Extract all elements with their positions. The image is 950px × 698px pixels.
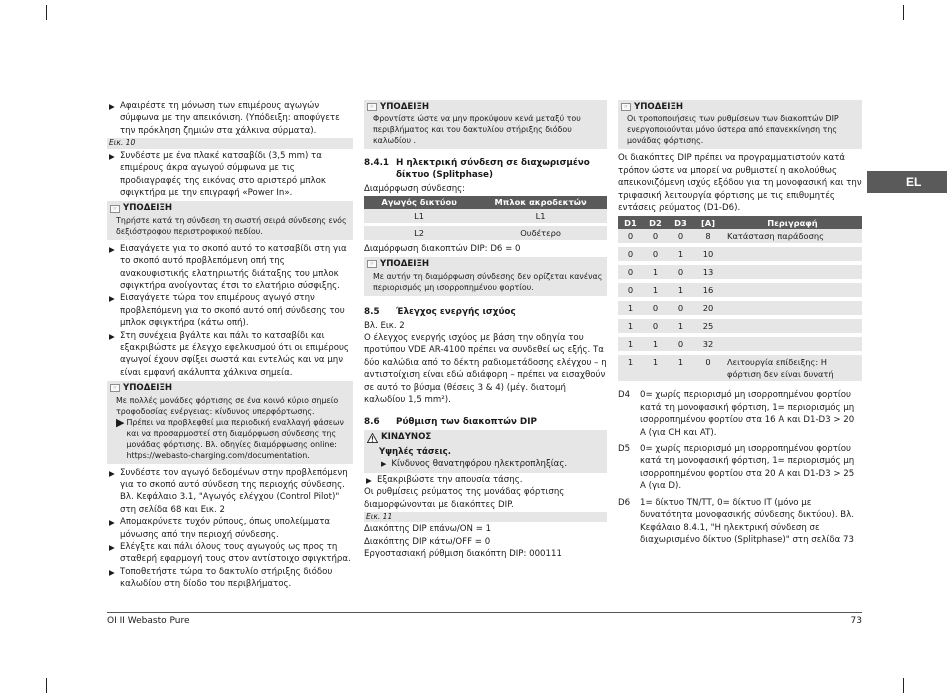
bullet-item: ▶ Απομακρύνετε τυχόν ρύπους, όπως υπολείμματα μόνωσης από την περιοχή σύνδεσης. xyxy=(109,517,331,540)
table-row: 1 0 0 20 xyxy=(618,299,862,317)
arrow-right-icon: ▶ xyxy=(116,415,125,429)
danger-subtitle: Υψηλές τάσεις. xyxy=(379,446,452,457)
table-row: L1 L1 xyxy=(364,209,607,225)
bullet-triangle-icon: ▶ xyxy=(109,543,115,553)
note-body: Με πολλές μονάδες φόρτισης σε ένα κοινό κύριο σημείο τροφοδοσίας ενέργειας: κίνδυνος υπερφόρτωσης. xyxy=(116,395,339,416)
bullet-item: ▶ Εισαγάγετε τώρα τον επιμέρους αγωγό στην προβλεπόμενη για το σκοπό αυτό οπή σύνδεσης του μπλοκ σφιγκτήρα (κάτω οπή). xyxy=(109,293,345,329)
bullet-item: ▶ Συνδέστε με ένα πλακέ κατσαβίδι (3,5 mm) τα επιμέρους άκρα αγωγού σύμφωνα με τις προδιαγραφές της εικόνας στο αριστερό μπλοκ σφιγκτήρα με την επιγραφή «Power In». xyxy=(109,150,326,198)
crop-mark-bottom-left xyxy=(46,678,47,693)
figure-reference: Εικ. 11 xyxy=(364,512,607,523)
list-item: D5 0= χωρίς περιορισμό μη ισορροπημένου φορτίου κατά τη μονοφασική φόρτιση, 1= περιορισμός μη ισορροπημένου φορτίου στα 20 A και D1-D3 > 25 A (για D). xyxy=(618,444,855,492)
section-heading: 8.5 Έλεγχος ενεργής ισχύος xyxy=(364,306,516,317)
bullet-triangle-icon: ▶ xyxy=(109,518,115,528)
note-icon: ☞ xyxy=(621,103,631,111)
note-icon: ☞ xyxy=(367,103,377,111)
column-middle xyxy=(364,100,607,561)
dip-switch-table xyxy=(618,216,862,385)
bullet-triangle-icon: ▶ xyxy=(109,102,115,111)
figure-reference: Εικ. 10 xyxy=(107,138,353,149)
arrow-right-icon: ▶ xyxy=(381,460,387,469)
list-item: D4 0= χωρίς περιορισμό μη ισορροπημένου φορτίου κατά τη μονοφασική φόρτιση, 1= περιορισμός μη ισορροπημένου φορτίου στα 16 A και D1-D3 > 20 A (για CH και AT). xyxy=(618,390,855,438)
footer-title: OI II Webasto Pure xyxy=(107,616,190,626)
bullet-triangle-icon: ▶ xyxy=(109,294,115,304)
paragraph: Διακόπτης DIP επάνω/ON = 1 xyxy=(364,524,492,535)
table-header: [A] xyxy=(693,216,723,229)
bullet-item: ▶ Αφαιρέστε τη μόνωση των επιμέρους αγωγών σύμφωνα με την απεικόνιση. (Υπόδειξη: αποφύγετε την πρόκληση ζημιών στα χάλκινα σύρματα). xyxy=(109,101,340,136)
section-heading: 8.6 Ρύθμιση των διακοπτών DIP xyxy=(364,417,537,428)
column-right xyxy=(618,100,862,546)
note-box: ☞ ΥΠΟΔΕΙΞΗ Τηρήστε κατά τη σύνδεση τη σωστή σειρά σύνδεσης ενός δεξιόστροφου περιστροφικού πεδίου. xyxy=(107,201,353,239)
paragraph: Εργοστασιακή ρύθμιση διακόπτη DIP: 000111 xyxy=(364,549,562,560)
paragraph: Διαμόρφωση σύνδεσης: xyxy=(364,184,466,195)
bullet-item: ▶ Εξακριβώστε την απουσία τάσης. xyxy=(364,474,607,486)
list-item: D6 1= δίκτυο TN/TT, 0= δίκτυο IT (μόνο με δυνατότητα μονοφασικής σύνδεσης δικτύου). Βλ. Κεφάλαιο 8.4.1, "Η ηλεκτρική σύνδεση σε διαχωρισμένο δίκτυο (Splitphase)" στη σελίδα 73 xyxy=(618,497,855,545)
note-body: Με αυτήν τη διαμόρφωση σύνδεσης δεν ορίζεται κανένας περιορισμός μη ισορροπημένου φορτίου. xyxy=(373,271,603,292)
crop-mark-top-right xyxy=(903,5,904,20)
paragraph: Διαμόρφωση διακοπτών DIP: D6 = 0 xyxy=(364,243,521,254)
bullet-triangle-icon: ▶ xyxy=(109,331,115,341)
note-box: ☞ ΥΠΟΔΕΙΞΗ Οι τροποποιήσεις των ρυθμίσεων των διακοπτών DIP ενεργοποιούνται μόνο ύστερα από επανεκκίνηση της μονάδας φόρτισης. xyxy=(618,100,862,149)
note-icon: ☞ xyxy=(367,260,377,268)
bullet-item: ▶ Στη συνέχεια βγάλτε και πάλι το κατσαβίδι και εξακριβώστε με έλεγχο εφελκυσμού ότι οι επιμέρους αγωγοί έχουν σφίξει σωστά και εντελώς και να μην είναι εμφανή ακάλυπτα χάλκινα σημεία. xyxy=(109,330,349,378)
bullet-item: ▶ Τοποθετήστε τώρα το δακτυλίο στήριξης διόδου καλωδίου στη δίοδο του περιβλήματος. xyxy=(109,566,333,590)
table-header: D2 xyxy=(643,216,668,229)
table-header: D1 xyxy=(618,216,643,229)
table-row: 0 0 0 8 Κατάσταση παράδοσης xyxy=(618,229,862,245)
table-row: 1 0 1 25 xyxy=(618,317,862,335)
table-row: 0 0 1 10 xyxy=(618,245,862,263)
bullet-triangle-icon: ▶ xyxy=(109,151,115,161)
table-row: 1 1 0 32 xyxy=(618,335,862,353)
note-box: ☞ ΥΠΟΔΕΙΞΗ Με αυτήν τη διαμόρφωση σύνδεσης δεν ορίζεται κανένας περιορισμός μη ισορροπημένου φορτίου. xyxy=(364,257,607,295)
bullet-item: ▶ Εισαγάγετε για το σκοπό αυτό το κατσαβίδι στη για το σκοπό αυτό προβλεπόμενη οπή της ανακουφιστικής ελατηριωτής διάταξης του μπλοκ σφιγκτήρα ανοίγοντας έτσι το ελατήριο σύσφιξης. xyxy=(109,243,347,291)
table-row: 0 1 1 16 xyxy=(618,281,862,299)
bullet-item: ▶ Συνδέστε τον αγωγό δεδομένων στην προβλεπόμενη για το σκοπό αυτό σύνδεση της περιοχής σύνδεσης. Βλ. Κεφάλαιο 3.1, "Αγωγός ελέγχου (Control Pilot)" στη σελίδα 68 και Εικ. 2 xyxy=(109,467,348,515)
crop-mark-top-left xyxy=(46,5,47,20)
paragraph: Οι ρυθμίσεις ρεύματος της μονάδας φόρτισης διαμορφώνονται με διακόπτες DIP. xyxy=(364,487,565,510)
column-left xyxy=(107,100,353,591)
bullet-triangle-icon: ▶ xyxy=(366,475,372,485)
bullet-triangle-icon: ▶ xyxy=(109,567,115,577)
table-row: 0 1 0 13 xyxy=(618,263,862,281)
note-body: Φροντίστε ώστε να μην προκύψουν κενά μεταξύ του περιβλήματος και του δακτυλίου στήριξης διόδου καλωδίου . xyxy=(373,114,581,146)
figure-reference: Βλ. Εικ. 2 xyxy=(364,320,405,331)
note-box: ☞ ΥΠΟΔΕΙΞΗ Φροντίστε ώστε να μην προκύψουν κενά μεταξύ του περιβλήματος και του δακτυλίου στήριξης διόδου καλωδίου . xyxy=(364,100,607,149)
table-row: L2 Ουδέτερο xyxy=(364,224,607,241)
page-number: 73 xyxy=(850,616,862,626)
language-tab: EL xyxy=(867,171,947,193)
paragraph: Οι διακόπτες DIP πρέπει να προγραμματιστούν κατά τρόπον ώστε να μπορεί να ρυθμιστεί η ακολούθως απεικονιζόμενη ισχύς εξόδου για τη μονοφασική και την τριφασική λειτουργία φόρτισης με τις επιθυμητές εντάσεις ρεύματος (D1-D6). xyxy=(618,153,862,214)
note-icon: ☞ xyxy=(110,384,120,392)
crop-mark-bottom-right xyxy=(903,678,904,693)
note-box: ☞ ΥΠΟΔΕΙΞΗ Με πολλές μονάδες φόρτισης σε ένα κοινό κύριο σημείο τροφοδοσίας ενέργειας: κίνδυνος υπερφόρτωσης. ▶ Πρέπει να προβλεφθεί μια περιοδική εναλλαγή φάσεων και να προσαρμοστεί στη διαμόρφωση σύνδεσης της μονάδας φόρτισης. Βλ. οδηγίες διαμόρφωσης online: https://webasto-charging.com/documentation. xyxy=(107,381,353,463)
connection-table xyxy=(364,196,607,243)
table-header: D3 xyxy=(668,216,693,229)
bullet-item: ▶ Ελέγξτε και πάλι όλους τους αγωγούς ως προς τη σταθερή εφαρμογή τους στον αντίστοιχο σφιγκτήρα. xyxy=(109,542,351,565)
warning-icon xyxy=(367,433,378,443)
danger-box: ΚΙΝΔΥΝΟΣ Υψηλές τάσεις. ▶ Κίνδυνος θανατηφόρου ηλεκτροπληξίας. xyxy=(364,430,607,472)
table-row: 1 1 1 0 Λειτουργία επίδειξης: Η φόρτιση δεν είναι δυνατή xyxy=(618,353,862,383)
bullet-triangle-icon: ▶ xyxy=(109,468,115,478)
note-icon: ☞ xyxy=(110,205,120,213)
paragraph: Διακόπτης DIP κάτω/OFF = 0 xyxy=(364,536,491,547)
table-header: Αγωγός δικτύου xyxy=(364,196,474,209)
table-header: Περιγραφή xyxy=(723,216,862,229)
footer-rule xyxy=(107,612,862,613)
table-header: Μπλοκ ακροδεκτών xyxy=(474,196,607,209)
note-body: Οι τροποποιήσεις των ρυθμίσεων των διακοπτών DIP ενεργοποιούνται μόνο ύστερα από επανεκκίνηση της μονάδας φόρτισης. xyxy=(627,114,839,146)
section-heading: 8.4.1 Η ηλεκτρική σύνδεση σε διαχωρισμένο δίκτυο (Splitphase) xyxy=(364,158,590,181)
bullet-triangle-icon: ▶ xyxy=(109,244,115,254)
note-body: Τηρήστε κατά τη σύνδεση τη σωστή σειρά σύνδεσης ενός δεξιόστροφου περιστροφικού πεδίου. xyxy=(116,215,347,236)
paragraph: Ο έλεγχος ενεργής ισχύος με βάση την οδηγία του προτύπου VDE AR-4100 πρέπει να συνδεθεί ως εξής. Τα δύο καλώδια από το δέκτη ραδιομετάδοσης ελέγχου – η αντιστοίχιση είναι εδώ αδιάφορη – πρέπει να εισαχθούν σε αυτό το βύσμα (θέσεις 3 & 4) (μέγ. διατομή καλωδίου 1,5 mm²). xyxy=(364,333,607,406)
